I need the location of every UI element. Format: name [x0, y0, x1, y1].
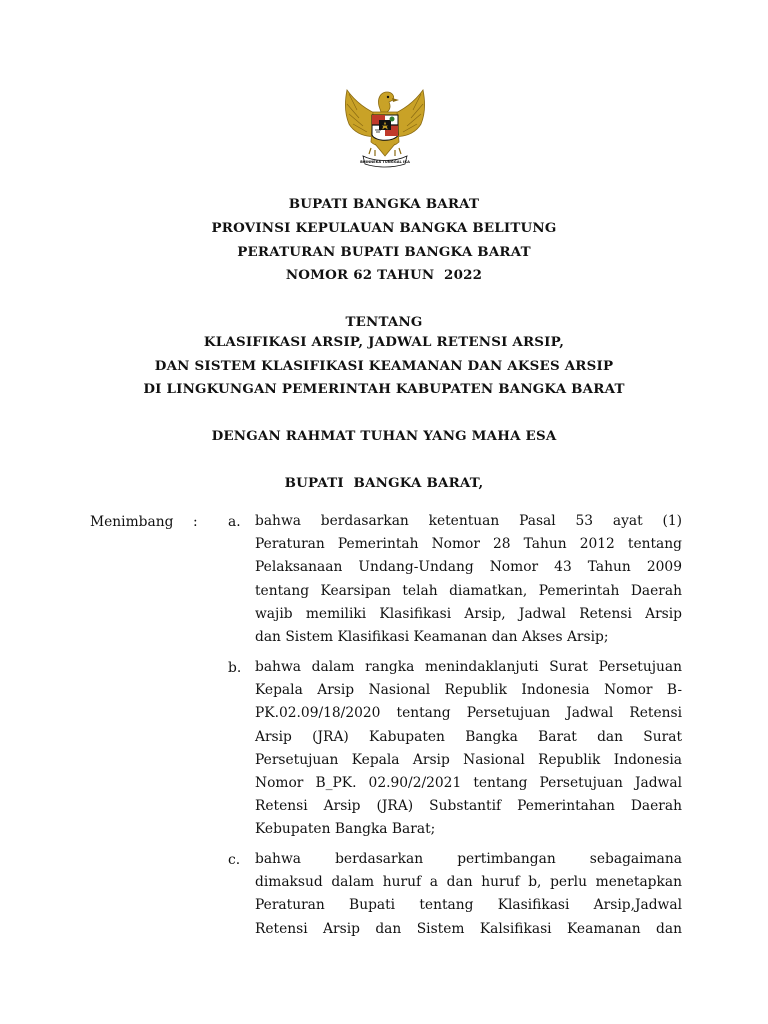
- item-b-text: [255, 656, 682, 842]
- item-a-letter: a.: [228, 514, 241, 530]
- item-line: Persetujuan Kepala Arsip Nasional Republik Indonesia: [255, 751, 682, 768]
- item-line: bahwa berdasarkan ketentuan Pasal 53 ayat (1): [255, 513, 682, 529]
- subject-line-2: DAN SISTEM KLASIFIKASI KEAMANAN DAN AKSES ARSIP: [154, 358, 614, 374]
- regulation-number: NOMOR 62 TAHUN 2022: [285, 267, 483, 283]
- subject-line-3: DI LINGKUNGAN PEMERINTAH KABUPATEN BANGKA BARAT: [143, 381, 625, 397]
- item-line: Peraturan Pemerintah Nomor 28 Tahun 2012 tentang: [255, 536, 682, 553]
- considering-label: Menimbang: [90, 514, 174, 530]
- item-line: wajib memiliki Klasifikasi Arsip, Jadwal Retensi Arsip: [255, 605, 682, 622]
- item-line: bahwa dalam rangka menindaklanjuti Surat Persetujuan: [255, 659, 682, 675]
- item-line: PK.02.09/18/2020 tentang Persetujuan Jadwal Retensi: [255, 705, 682, 722]
- item-line: Nomor B_PK. 02.90/2/2021 tentang Persetujuan Jadwal: [255, 774, 682, 791]
- item-line: dimaksud dalam huruf a dan huruf b, perlu menetapkan: [255, 874, 682, 891]
- item-line: Retensi Arsip dan Sistem Kalsifikasi Keamanan dan: [255, 920, 682, 937]
- subject-line-1: KLASIFIKASI ARSIP, JADWAL RETENSI ARSIP,: [203, 334, 565, 350]
- item-line: Peraturan Bupati tentang Klasifikasi Arsip,Jadwal: [255, 897, 682, 914]
- blessing-line: DENGAN RAHMAT TUHAN YANG MAHA ESA: [211, 428, 557, 444]
- item-line: Retensi Arsip (JRA) Substantif Pemerintahan Daerah: [255, 798, 682, 815]
- province-title: PROVINSI KEPULAUAN BANGKA BELITUNG: [211, 220, 557, 236]
- item-line: Kebupaten Bangka Barat;: [255, 821, 436, 838]
- item-line: dan Sistem Klasifikasi Keamanan dan Akses Arsip;: [255, 628, 609, 645]
- item-line: Pelaksanaan Undang-Undang Nomor 43 Tahun 2009: [255, 559, 682, 576]
- authority-line: BUPATI BANGKA BARAT,: [284, 475, 484, 491]
- item-line: bahwa berdasarkan pertimbangan sebagaimana: [255, 851, 682, 867]
- regulation-title: PERATURAN BUPATI BANGKA BARAT: [237, 244, 531, 260]
- garuda-pancasila-emblem-icon: [335, 82, 435, 168]
- item-line: Arsip (JRA) Kabupaten Bangka Barat dan Surat: [255, 728, 682, 745]
- item-c-text: [255, 848, 682, 941]
- emblem-motto: BHINNEKA TUNGGAL IKA: [360, 160, 410, 164]
- item-b-letter: b.: [228, 660, 242, 676]
- subject-heading: TENTANG: [345, 314, 423, 330]
- item-a-text: [255, 510, 682, 649]
- regent-title: BUPATI BANGKA BARAT: [288, 196, 480, 212]
- item-line: tentang Kearsipan telah diamatkan, Pemerintah Daerah: [255, 582, 682, 599]
- item-c-letter: c.: [228, 852, 241, 868]
- item-line: Kepala Arsip Nasional Republik Indonesia Nomor B-: [255, 682, 682, 699]
- considering-colon: :: [193, 514, 198, 530]
